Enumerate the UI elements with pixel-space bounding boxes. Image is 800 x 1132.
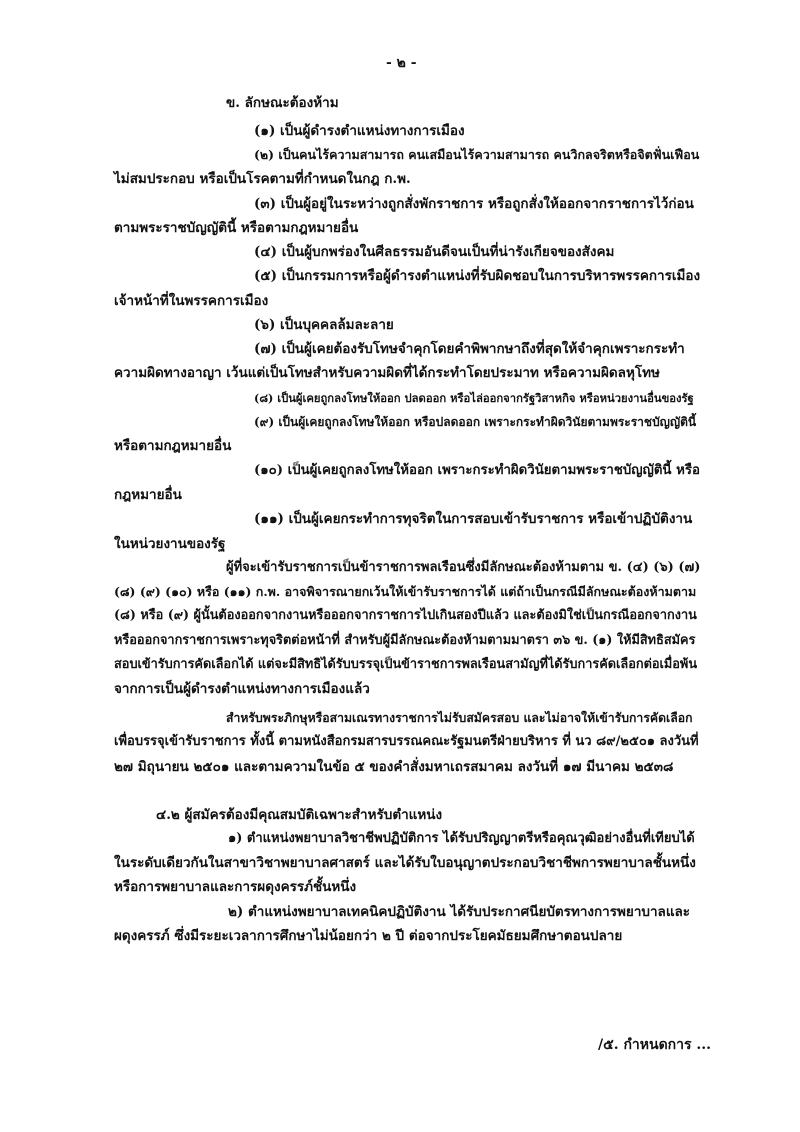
- paragraph-line: เพื่อบรรจุเข้ารับราชการ ทั้งนี้ ตามหนังสือกรมสารบรรณคณะรัฐมนตรีฝ่ายบริหาร ที่ นว ๘๙/๒๕๐๑ ลงวันที่: [114, 734, 699, 749]
- section-b-line: (๒) เป็นคนไร้ความสามารถ คนเสมือนไร้ความสามารถ คนวิกลจริตหรือจิตฟั่นเฟือน: [254, 147, 700, 162]
- paragraph-line: (๘) หรือ (๙) ผู้นั้นต้องออกจากงานหรือออกจากราชการไปเกินสองปีแล้ว และต้องมิใช่เป็นกรณีออกจากงาน: [114, 608, 697, 623]
- section-b-line: (๙) เป็นผู้เคยถูกลงโทษให้ออก หรือปลดออก เพราะกระทำผิดวินัยตามพระราชบัญญัตินี้: [254, 415, 697, 429]
- section-b-line: ในหน่วยงานของรัฐ: [114, 536, 226, 552]
- section-b-line: เจ้าหน้าที่ในพรรคการเมือง: [114, 293, 269, 309]
- section-b-line: (๖) เป็นบุคคลล้มละลาย: [254, 317, 394, 333]
- continuation-note: /๕. กำหนดการ ...: [598, 1037, 712, 1053]
- section-b-line: (๗) เป็นผู้เคยต้องรับโทษจำคุกโดยคำพิพากษาถึงที่สุดให้จำคุกเพราะกระทำ: [254, 341, 685, 357]
- section-4-2-line: ๑) ตำแหน่งพยาบาลวิชาชีพปฏิบัติการ ได้รับปริญญาตรีหรือคุณวุฒิอย่างอื่นที่เทียบได้: [228, 831, 695, 846]
- section-4-2-line: ๒) ตำแหน่งพยาบาลเทคนิคปฏิบัติงาน ได้รับประกาศนียบัตรทางการพยาบาลและ: [228, 904, 691, 920]
- paragraph-line: หรือออกจากราชการเพราะทุจริตต่อหน้าที่ สำหรับผู้มีลักษณะต้องห้ามตามมาตรา ๓๖ ข. (๑) ให้มีสิทธิสมัคร: [114, 633, 696, 648]
- section-b-line: (๕) เป็นกรรมการหรือผู้ดำรงตำแหน่งที่รับผิดชอบในการบริหารพรรคการเมือง: [254, 268, 701, 284]
- section-b-line: (๓) เป็นผู้อยู่ในระหว่างถูกสั่งพักราชการ หรือถูกสั่งให้ออกจากราชการไว้ก่อน: [254, 196, 694, 212]
- section-4-2-line: ผดุงครรภ์ ซึ่งมีระยะเวลาการศึกษาไม่น้อยกว่า ๒ ปี ต่อจากประโยคมัธยมศึกษาตอนปลาย: [114, 928, 623, 944]
- section-b-line: (๘) เป็นผู้เคยถูกลงโทษให้ออก ปลดออก หรือไล่ออกจากรัฐวิสาหกิจ หรือหน่วยงานอื่นของรัฐ: [254, 391, 694, 405]
- paragraph-line: จากการเป็นผู้ดำรงตำแหน่งทางการเมืองแล้ว: [114, 681, 370, 697]
- paragraph-line: สอบเข้ารับการคัดเลือกได้ แต่จะมีสิทธิได้รับบรรจุเป็นข้าราชการพลเรือนสามัญที่ได้รับการคัดเลือกต่อเมื่อพ้น: [114, 657, 698, 672]
- section-b-line: กฎหมายอื่น: [114, 487, 182, 503]
- section-b-line: ตามพระราชบัญญัตินี้ หรือตามกฎหมายอื่น: [114, 220, 359, 236]
- section-b-line: ความผิดทางอาญา เว้นแต่เป็นโทษสำหรับความผิดที่ได้กระทำโดยประมาท หรือความผิดลหุโทษ: [114, 365, 660, 381]
- paragraph-line: ผู้ที่จะเข้ารับราชการเป็นข้าราชการพลเรือนซึ่งมีลักษณะต้องห้ามตาม ข. (๔) (๖) (๗): [226, 560, 701, 575]
- section-b-line: (๑๑) เป็นผู้เคยกระทำการทุจริตในการสอบเข้ารับราชการ หรือเข้าปฏิบัติงาน: [254, 511, 693, 527]
- section-4-2-line: หรือการพยาบาลและการผดุงครรภ์ชั้นหนึ่ง: [114, 879, 357, 895]
- section-b-line: ไม่สมประกอบ หรือเป็นโรคตามที่กำหนดในกฎ ก.พ.: [114, 171, 411, 187]
- section-4-2-line: ในระดับเดียวกันในสาขาวิชาพยาบาลศาสตร์ และได้รับใบอนุญาตประกอบวิชาชีพการพยาบาลชั้นหนึ่ง: [114, 855, 696, 871]
- paragraph-line: ๒๗ มิถุนายน ๒๕๐๑ และตามความในข้อ ๕ ของคำสั่งมหาเถรสมาคม ลงวันที่ ๑๗ มีนาคม ๒๕๓๘: [114, 759, 674, 775]
- section-b-line: (๑) เป็นผู้ดำรงตำแหน่งทางการเมือง: [254, 123, 465, 139]
- section-4-2-heading: ๔.๒ ผู้สมัครต้องมีคุณสมบัติเฉพาะสำหรับตำแหน่ง: [156, 807, 443, 823]
- paragraph-line: (๘) (๙) (๑๐) หรือ (๑๑) ก.พ. อาจพิจารณายกเว้นให้เข้ารับราชการได้ แต่ถ้าเป็นกรณีมีลักษณะต้องห้ามตาม: [114, 584, 697, 599]
- section-b-line: หรือตามกฎหมายอื่น: [114, 438, 232, 454]
- section-b-heading: ข. ลักษณะต้องห้าม: [226, 95, 339, 111]
- section-b-line: (๑๐) เป็นผู้เคยถูกลงโทษให้ออก เพราะกระทำผิดวินัยตามพระราชบัญญัตินี้ หรือ: [254, 463, 700, 478]
- page-number: - ๒ -: [386, 55, 417, 71]
- section-b-line: (๔) เป็นผู้บกพร่องในศีลธรรมอันดีจนเป็นที่น่ารังเกียจของสังคม: [254, 244, 615, 260]
- paragraph-line: สำหรับพระภิกษุหรือสามเณรทางราชการไม่รับสมัครสอบ และไม่อาจให้เข้ารับการคัดเลือก: [226, 710, 693, 725]
